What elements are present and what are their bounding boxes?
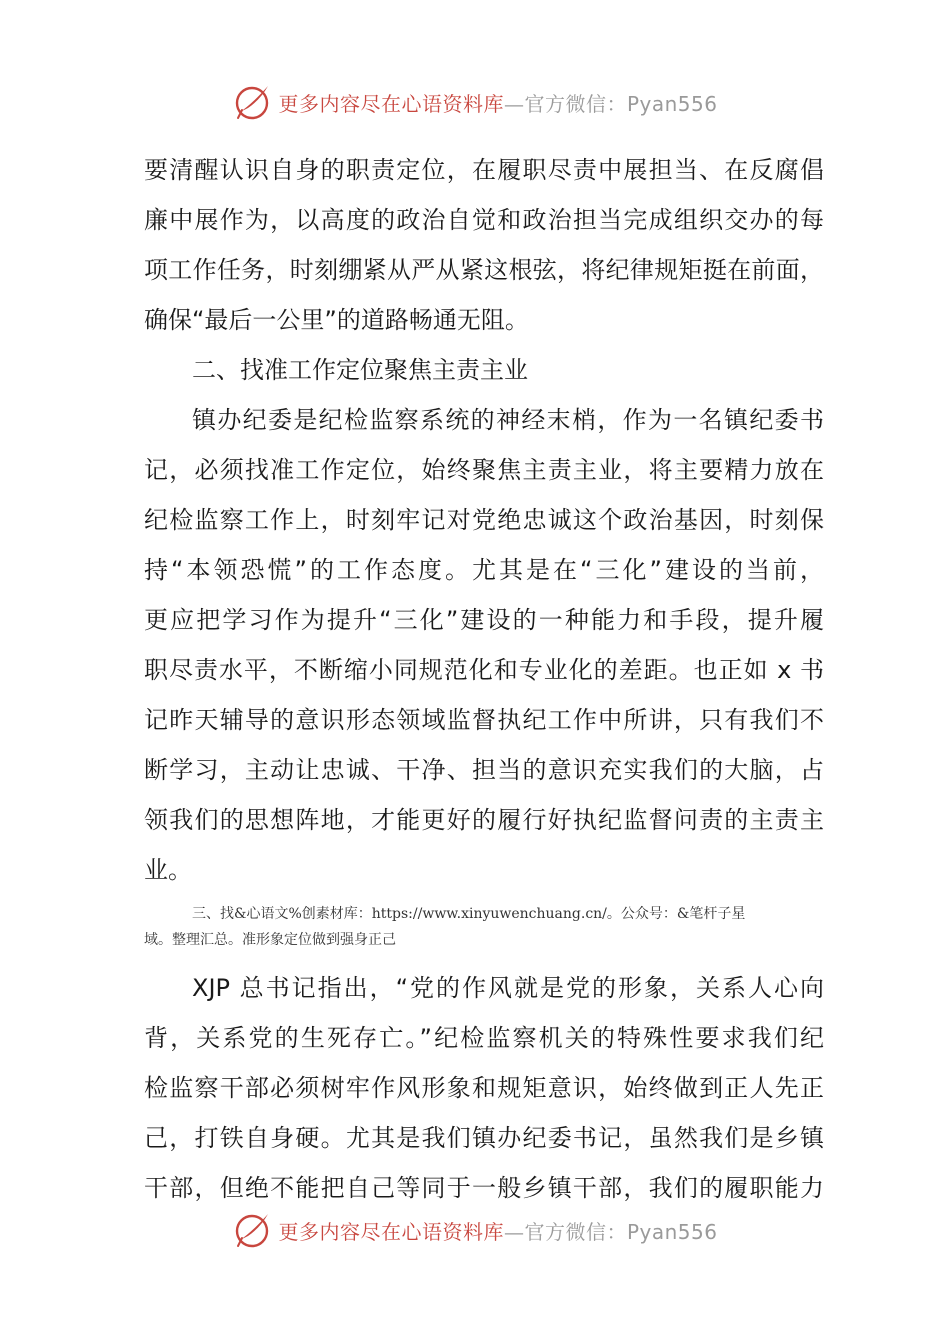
- text-line: 检监察干部必须树牢作风形象和规矩意识，始终做到正人先正: [144, 1074, 824, 1102]
- text-line: 业。: [144, 856, 192, 884]
- small-note-line: 域。整理汇总。准形象定位做到强身正己: [144, 932, 396, 948]
- section-heading-2: 二、找准工作定位聚焦主责主业: [192, 356, 528, 384]
- text-line: 纪检监察工作上，时刻牢记对党绝忠诚这个政治基因，时刻保: [144, 506, 824, 534]
- quill-logo-icon: [232, 1210, 272, 1250]
- text-line: 项工作任务，时刻绷紧从严从紧这根弦，将纪律规矩挺在前面，: [144, 256, 824, 284]
- text-line: 断学习，主动让忠诚、干净、担当的意识充实我们的大脑，占: [144, 756, 824, 784]
- text-line: 持“本领恐慌”的工作态度。尤其是在“三化”建设的当前，: [144, 556, 824, 584]
- text-line: 干部，但绝不能把自己等同于一般乡镇干部，我们的履职能力: [144, 1174, 824, 1202]
- text-line: 要清醒认识自身的职责定位，在履职尽责中展担当、在反腐倡: [144, 156, 824, 184]
- paragraph-2: [144, 395, 824, 895]
- paragraph-3: [144, 963, 824, 1213]
- watermark-footer: [0, 1208, 950, 1252]
- small-note: [144, 895, 824, 963]
- watermark-text: 更多内容尽在心语资料库—官方微信：Pyan556: [278, 91, 718, 116]
- watermark-text: 更多内容尽在心语资料库—官方微信：Pyan556: [278, 1219, 718, 1244]
- text-line: 记，必须找准工作定位，始终聚焦主责主业，将主要精力放在: [144, 456, 824, 484]
- text-line: XJP 总书记指出，“党的作风就是党的形象，关系人心向: [192, 974, 824, 1002]
- quill-logo-icon: [232, 82, 272, 122]
- text-line: 背，关系党的生死存亡。”纪检监察机关的特殊性要求我们纪: [144, 1024, 824, 1052]
- text-line: 职尽责水平，不断缩小同规范化和专业化的差距。也正如 x 书: [144, 656, 824, 684]
- document-body: [144, 145, 824, 1213]
- text-line: 确保“最后一公里”的道路畅通无阻。: [144, 306, 529, 334]
- text-line: 己，打铁自身硬。尤其是我们镇办纪委书记，虽然我们是乡镇: [144, 1124, 824, 1152]
- text-line: 记昨天辅导的意识形态领域监督执纪工作中所讲，只有我们不: [144, 706, 824, 734]
- text-line: 镇办纪委是纪检监察系统的神经末梢，作为一名镇纪委书: [192, 406, 824, 434]
- text-line: 更应把学习作为提升“三化”建设的一种能力和手段，提升履: [144, 606, 824, 634]
- small-note-line: 三、找&心语文%创素材库：https://www.xinyuwenchuang.cn/。公众号：&笔杆子星: [192, 906, 746, 922]
- watermark-header: [0, 80, 950, 124]
- paragraph-1: [144, 145, 824, 345]
- text-line: 廉中展作为，以高度的政治自觉和政治担当完成组织交办的每: [144, 206, 824, 234]
- text-line: 领我们的思想阵地，才能更好的履行好执纪监督问责的主责主: [144, 806, 824, 834]
